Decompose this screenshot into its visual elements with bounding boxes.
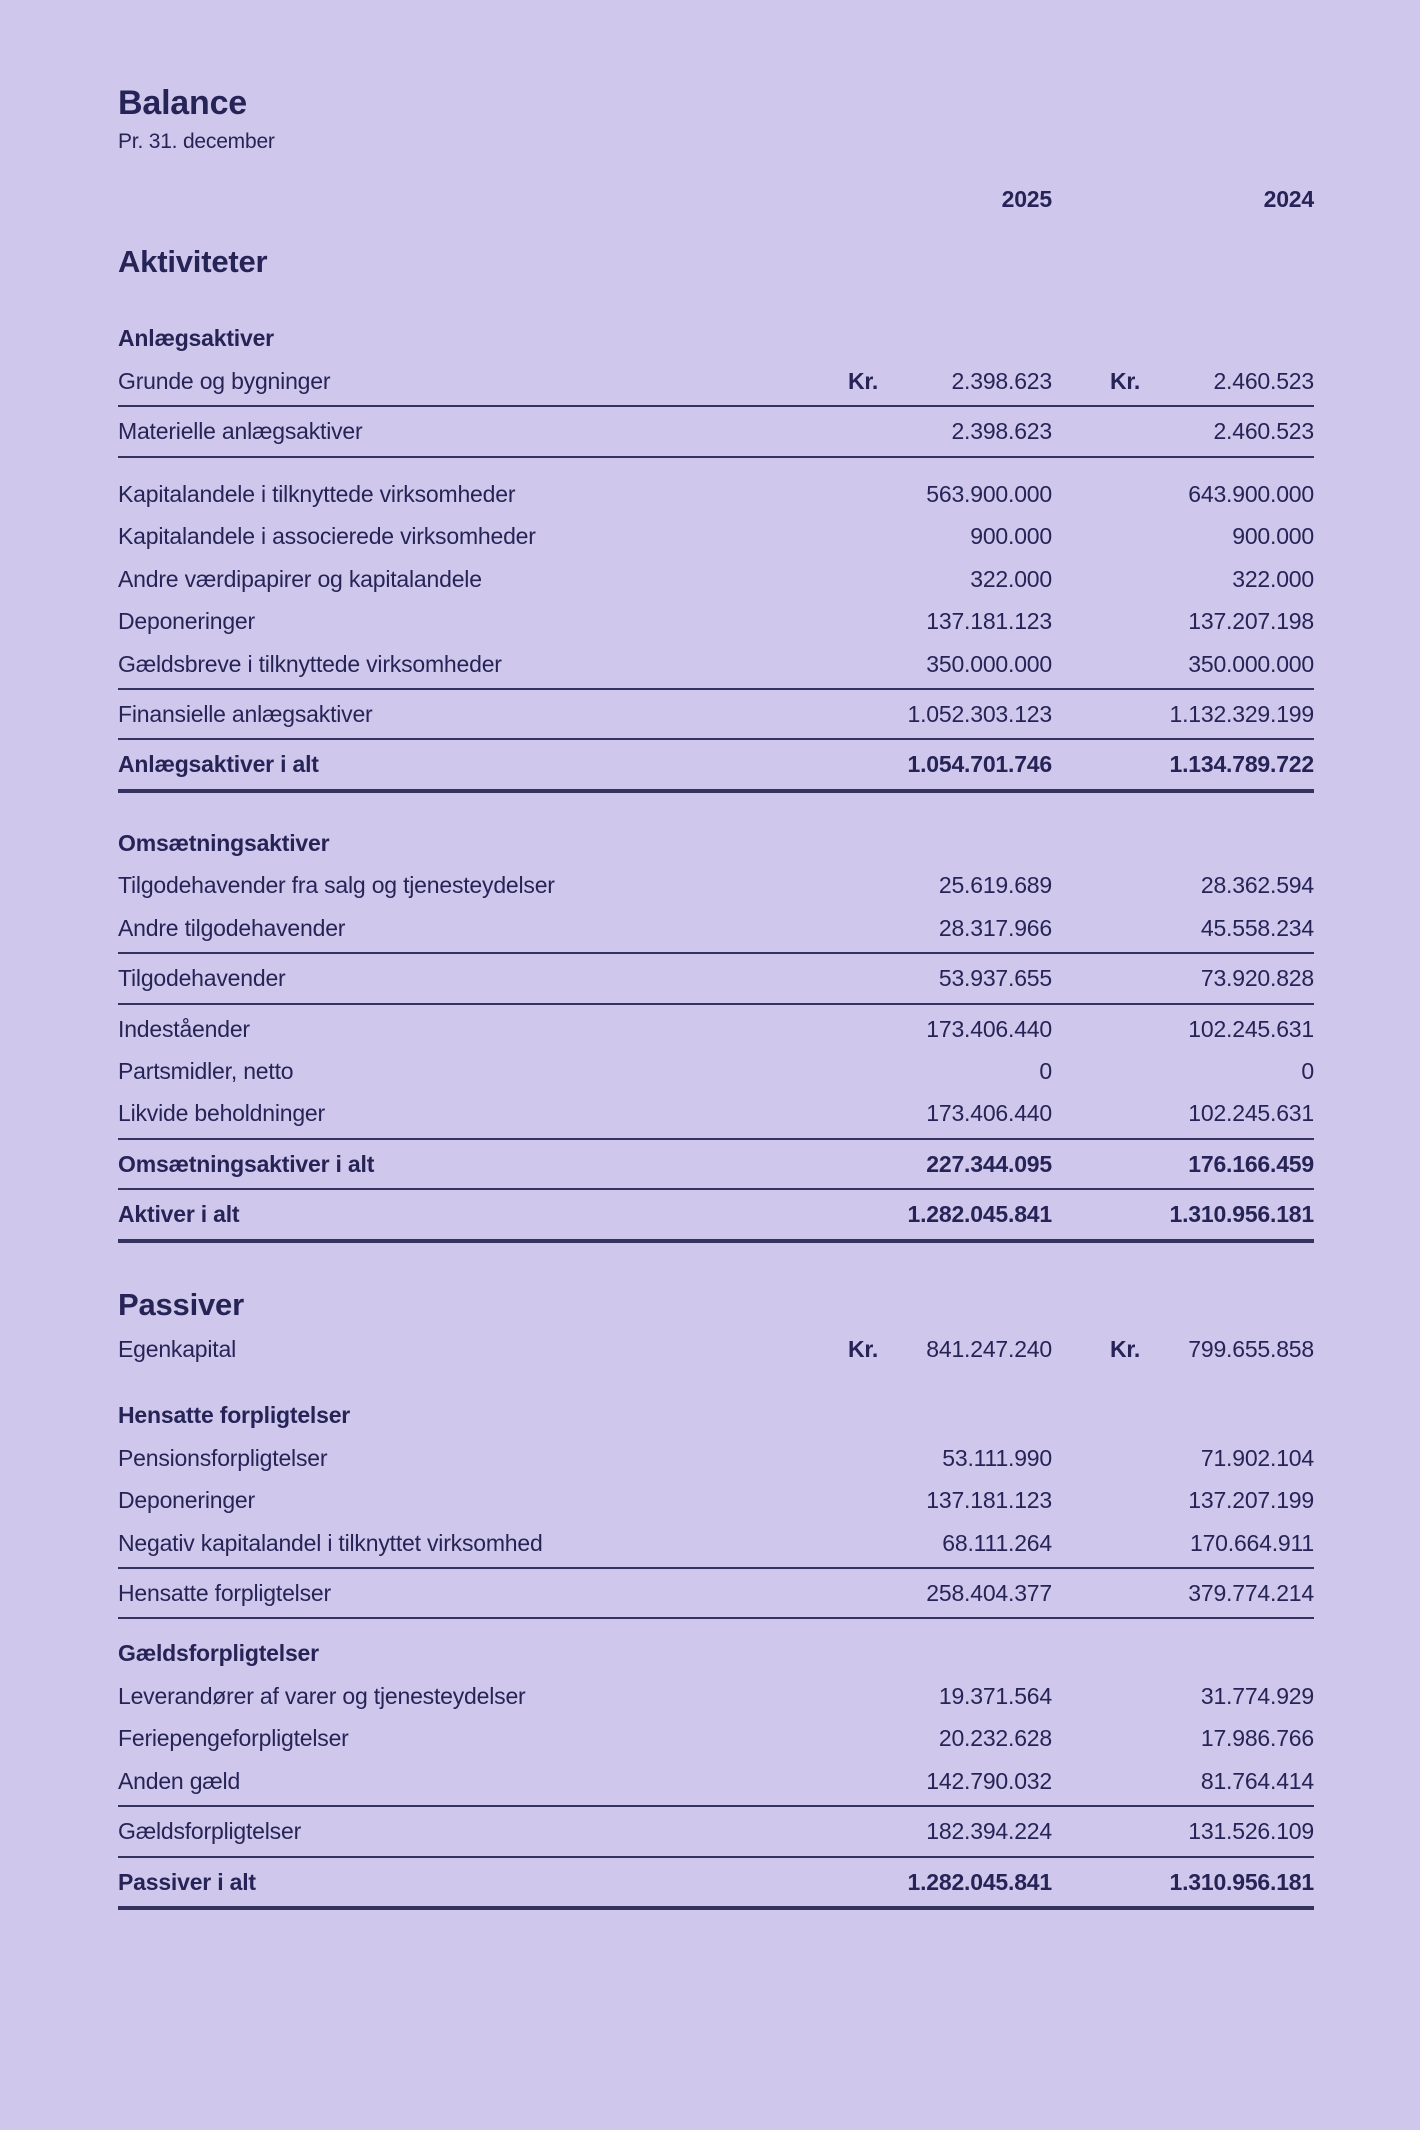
row-value-2024: 900.000 <box>1232 523 1314 550</box>
balance-sheet-page <box>118 0 1314 1910</box>
table-row-grand-total <box>118 1861 1314 1903</box>
row-label: Anden gæld <box>118 1767 241 1794</box>
table-row <box>118 1328 1314 1370</box>
row-value-2024: 799.655.858 <box>1188 1335 1314 1362</box>
divider <box>118 1188 1314 1190</box>
row-label: Hensatte forpligtelser <box>118 1579 331 1606</box>
row-label: Andre værdipapirer og kapitalandele <box>118 565 482 592</box>
row-value-2025: 350.000.000 <box>926 650 1052 677</box>
row-value-2025: 20.232.628 <box>938 1725 1052 1752</box>
row-value-2025: 1.052.303.123 <box>907 700 1052 727</box>
row-label: Deponeringer <box>118 1487 255 1514</box>
column-headers <box>118 178 1314 220</box>
row-label: Indeståender <box>118 1015 250 1042</box>
row-label: Grunde og bygninger <box>118 367 331 394</box>
row-value-2024: 0 <box>1301 1058 1314 1084</box>
table-row <box>118 957 1314 999</box>
row-value-2025: 25.619.689 <box>938 872 1052 899</box>
row-value-2024: 137.207.199 <box>1188 1487 1314 1514</box>
subsection-heading-anlaegsaktiver: Anlægsaktiver <box>118 325 274 352</box>
row-value-2025: 142.790.032 <box>926 1767 1052 1794</box>
row-label: Gældsforpligtelser <box>118 1818 302 1845</box>
row-value-2025: 173.406.440 <box>926 1015 1052 1042</box>
table-row <box>118 1008 1314 1050</box>
subsection-heading-omsaetningsaktiver: Omsætningsaktiver <box>118 829 330 856</box>
section-title-aktiver: Aktiviteter <box>118 244 268 280</box>
row-label: Kapitalandele i tilknyttede virksomheder <box>118 480 516 507</box>
row-label: Aktiver i alt <box>118 1201 240 1228</box>
divider-thick <box>118 789 1314 793</box>
currency-label: Kr. <box>1110 367 1141 394</box>
currency-label: Kr. <box>848 1335 879 1362</box>
row-value-2025: 137.181.123 <box>926 1487 1052 1514</box>
row-value-2024: 379.774.214 <box>1188 1579 1314 1606</box>
row-label: Passiver i alt <box>118 1868 256 1895</box>
row-value-2024: 2.460.523 <box>1213 367 1314 394</box>
row-label: Tilgodehavender fra salg og tjenesteydelser <box>118 872 555 899</box>
table-row <box>118 558 1314 600</box>
row-value-2025: 841.247.240 <box>926 1335 1052 1362</box>
row-value-2025: 137.181.123 <box>926 608 1052 635</box>
col-header-year-2024: 2024 <box>1263 186 1314 212</box>
row-label: Gældsbreve i tilknyttede virksomheder <box>118 650 502 677</box>
row-label: Materielle anlægsaktiver <box>118 418 363 445</box>
row-label: Andre tilgodehavender <box>118 914 346 941</box>
table-row <box>118 1050 1314 1092</box>
row-value-2025: 1.282.045.841 <box>907 1201 1052 1228</box>
row-label: Omsætningsaktiver i alt <box>118 1150 375 1177</box>
row-value-2024: 73.920.828 <box>1200 965 1314 992</box>
row-value-2024: 1.310.956.181 <box>1169 1201 1314 1228</box>
row-value-2025: 173.406.440 <box>926 1100 1052 1127</box>
row-value-2024: 176.166.459 <box>1188 1150 1314 1177</box>
page-subtitle: Pr. 31. december <box>118 130 275 153</box>
row-value-2024: 170.664.911 <box>1190 1529 1314 1556</box>
row-value-2024: 643.900.000 <box>1188 480 1314 507</box>
row-value-2025: 53.111.990 <box>942 1444 1052 1471</box>
row-label: Leverandører af varer og tjenesteydelser <box>118 1682 526 1709</box>
row-value-2024: 102.245.631 <box>1188 1100 1314 1127</box>
divider <box>118 1567 1314 1569</box>
table-row <box>118 643 1314 685</box>
divider <box>118 456 1314 458</box>
row-label: Finansielle anlægsaktiver <box>118 700 373 727</box>
row-value-2024: 81.764.414 <box>1200 1767 1314 1794</box>
row-value-2025: 0 <box>1039 1058 1052 1084</box>
row-label: Tilgodehavender <box>118 965 286 992</box>
row-label: Partsmidler, netto <box>118 1058 294 1084</box>
page-title: Balance <box>118 84 248 122</box>
row-value-2025: 1.282.045.841 <box>907 1868 1052 1895</box>
table-row <box>118 600 1314 642</box>
table-row <box>118 1760 1314 1802</box>
subsection-heading-hensatte: Hensatte forpligtelser <box>118 1402 351 1429</box>
row-value-2024: 102.245.631 <box>1188 1015 1314 1042</box>
divider <box>118 1617 1314 1619</box>
row-value-2024: 131.526.109 <box>1188 1818 1314 1845</box>
table-row <box>118 1092 1314 1134</box>
table-row <box>118 1675 1314 1717</box>
row-value-2024: 350.000.000 <box>1188 650 1314 677</box>
row-value-2024: 17.986.766 <box>1200 1725 1314 1752</box>
row-value-2024: 137.207.198 <box>1188 608 1314 635</box>
table-row <box>118 1522 1314 1564</box>
table-row <box>118 864 1314 906</box>
row-value-2025: 322.000 <box>970 565 1052 592</box>
divider <box>118 1138 1314 1140</box>
subsection-heading-gaeld: Gældsforpligtelser <box>118 1640 319 1667</box>
table-row <box>118 410 1314 452</box>
row-value-2025: 258.404.377 <box>926 1579 1052 1606</box>
divider <box>118 405 1314 407</box>
divider <box>118 738 1314 740</box>
table-row <box>118 1717 1314 1759</box>
row-value-2025: 19.371.564 <box>938 1682 1052 1709</box>
divider <box>118 952 1314 954</box>
currency-label: Kr. <box>848 367 879 394</box>
row-value-2025: 182.394.224 <box>926 1818 1052 1845</box>
row-value-2025: 2.398.623 <box>951 367 1052 394</box>
row-value-2024: 322.000 <box>1232 565 1314 592</box>
row-value-2025: 68.111.264 <box>942 1529 1052 1556</box>
table-row-grand-total <box>118 1193 1314 1235</box>
row-label: Likvide beholdninger <box>118 1100 325 1127</box>
divider <box>118 1856 1314 1858</box>
row-value-2024: 45.558.234 <box>1200 914 1314 941</box>
row-label: Negativ kapitalandel i tilknyttet virksomhed <box>118 1529 543 1556</box>
divider-thick <box>118 1906 1314 1910</box>
divider <box>118 1805 1314 1807</box>
divider <box>118 688 1314 690</box>
table-row <box>118 1572 1314 1614</box>
row-label: Deponeringer <box>118 608 255 635</box>
table-row-total <box>118 743 1314 785</box>
table-row <box>118 693 1314 735</box>
row-value-2024: 71.902.104 <box>1200 1444 1314 1471</box>
row-value-2025: 53.937.655 <box>938 965 1052 992</box>
table-row <box>118 473 1314 515</box>
row-value-2025: 1.054.701.746 <box>907 751 1052 778</box>
row-value-2025: 227.344.095 <box>926 1150 1052 1177</box>
divider-thick <box>118 1239 1314 1243</box>
row-value-2025: 900.000 <box>970 523 1052 550</box>
row-label: Kapitalandele i associerede virksomheder <box>118 523 536 550</box>
currency-label: Kr. <box>1110 1335 1141 1362</box>
table-row <box>118 515 1314 557</box>
table-row-total <box>118 1143 1314 1185</box>
row-value-2024: 2.460.523 <box>1213 418 1314 445</box>
row-value-2025: 28.317.966 <box>938 914 1052 941</box>
row-value-2025: 2.398.623 <box>951 418 1052 445</box>
row-label: Anlægsaktiver i alt <box>118 751 319 778</box>
table-row <box>118 1479 1314 1521</box>
row-label: Feriepengeforpligtelser <box>118 1725 349 1752</box>
table-row <box>118 1810 1314 1852</box>
section-title-passiver: Passiver <box>118 1286 244 1322</box>
row-label: Pensionsforpligtelser <box>118 1444 328 1471</box>
col-header-year-2025: 2025 <box>1001 186 1052 212</box>
table-row <box>118 1437 1314 1479</box>
row-label: Egenkapital <box>118 1335 236 1362</box>
row-value-2025: 563.900.000 <box>926 480 1052 507</box>
row-value-2024: 1.132.329.199 <box>1169 700 1314 727</box>
divider <box>118 1003 1314 1005</box>
row-value-2024: 1.134.789.722 <box>1169 751 1314 778</box>
row-value-2024: 28.362.594 <box>1200 872 1314 899</box>
table-row <box>118 907 1314 949</box>
table-row <box>118 360 1314 402</box>
row-value-2024: 31.774.929 <box>1200 1682 1314 1709</box>
row-value-2024: 1.310.956.181 <box>1169 1868 1314 1895</box>
